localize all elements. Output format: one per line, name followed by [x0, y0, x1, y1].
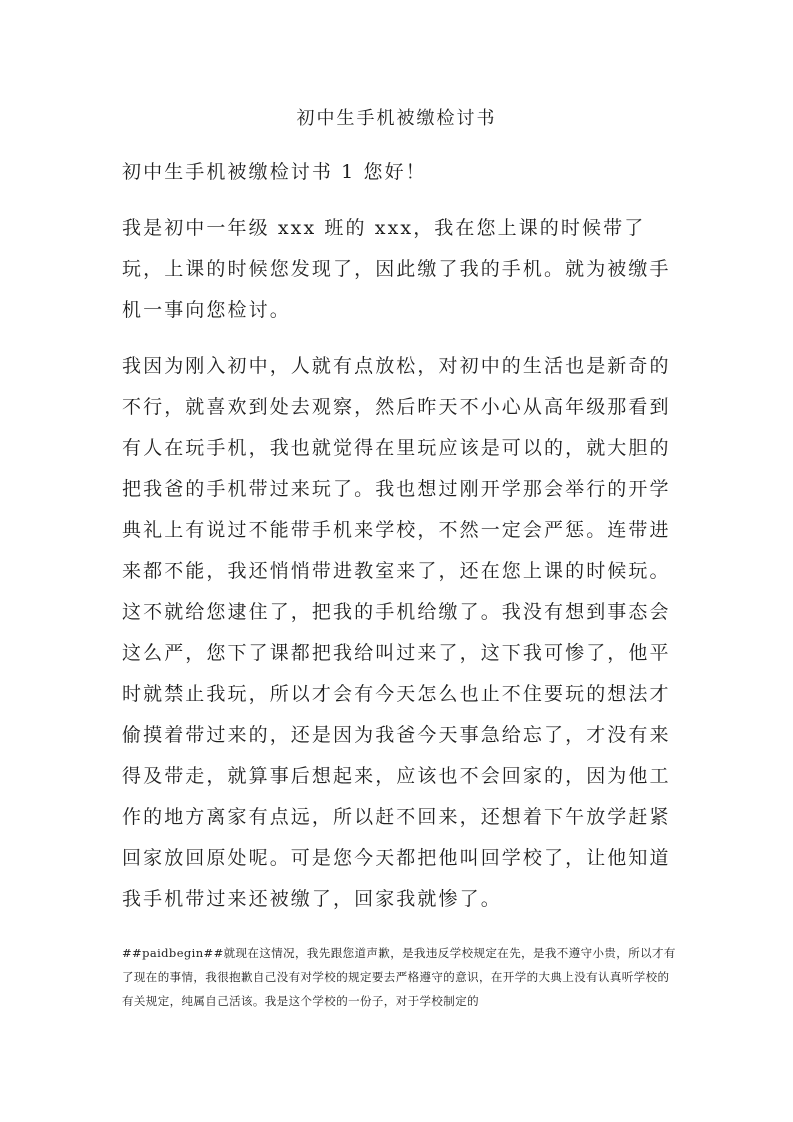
- document-title: 初中生手机被缴检讨书: [296, 108, 497, 129]
- paid-paragraph: ##paidbegin##就现在这情况，我先跟您道声歉，是我违反学校规定在先，是我不遵守小贵，所以才有了现在的事情，我很抱歉自己没有对学校的规定要去严格遵守的意识，在开学的大典上没有认真听学校的有关规定，纯属自己活该。我是这个学校的一份子，对于学校制定的: [122, 946, 676, 1008]
- body-paragraph-2: 我因为刚入初中，人就有点放松，对初中的生活也是新奇的不行，就喜欢到处去观察，然后昨天不小心从高年级那看到有人在玩手机，我也就觉得在里玩应该是可以的，就大胆的把我爸的手机带过来玩了。我也想过刚开学那会举行的开学典礼上有说过不能带手机来学校，不然一定会严惩。连带进来都不能，我还悄悄带进教室来了，还在您上课的时候玩。这不就给您逮住了，把我的手机给缴了。我没有想到事态会这么严，您下了课都把我给叫过来了，这下我可惨了，他平时就禁止我玩，所以才会有今天怎么也止不住要玩的想法才偷摸着带过来的，还是因为我爸今天事急给忘了，才没有来得及带走，就算事后想起来，应该也不会回家的，因为他工作的地方离家有点远，所以赶不回来，还想着下午放学赶紧回家放回原处呢。可是您今天都把他叫回学校了，让他知道我手机带过来还被缴了，回家我就惨了。: [122, 355, 671, 910]
- greeting-line: 初中生手机被缴检讨书 1 您好！: [122, 161, 427, 183]
- body-paragraph-1: 我是初中一年级 xxx 班的 xxx，我在您上课的时候带了玩，上课的时候您发现了，因此缴了我的手机。就为被缴手机一事向您检讨。: [122, 217, 671, 321]
